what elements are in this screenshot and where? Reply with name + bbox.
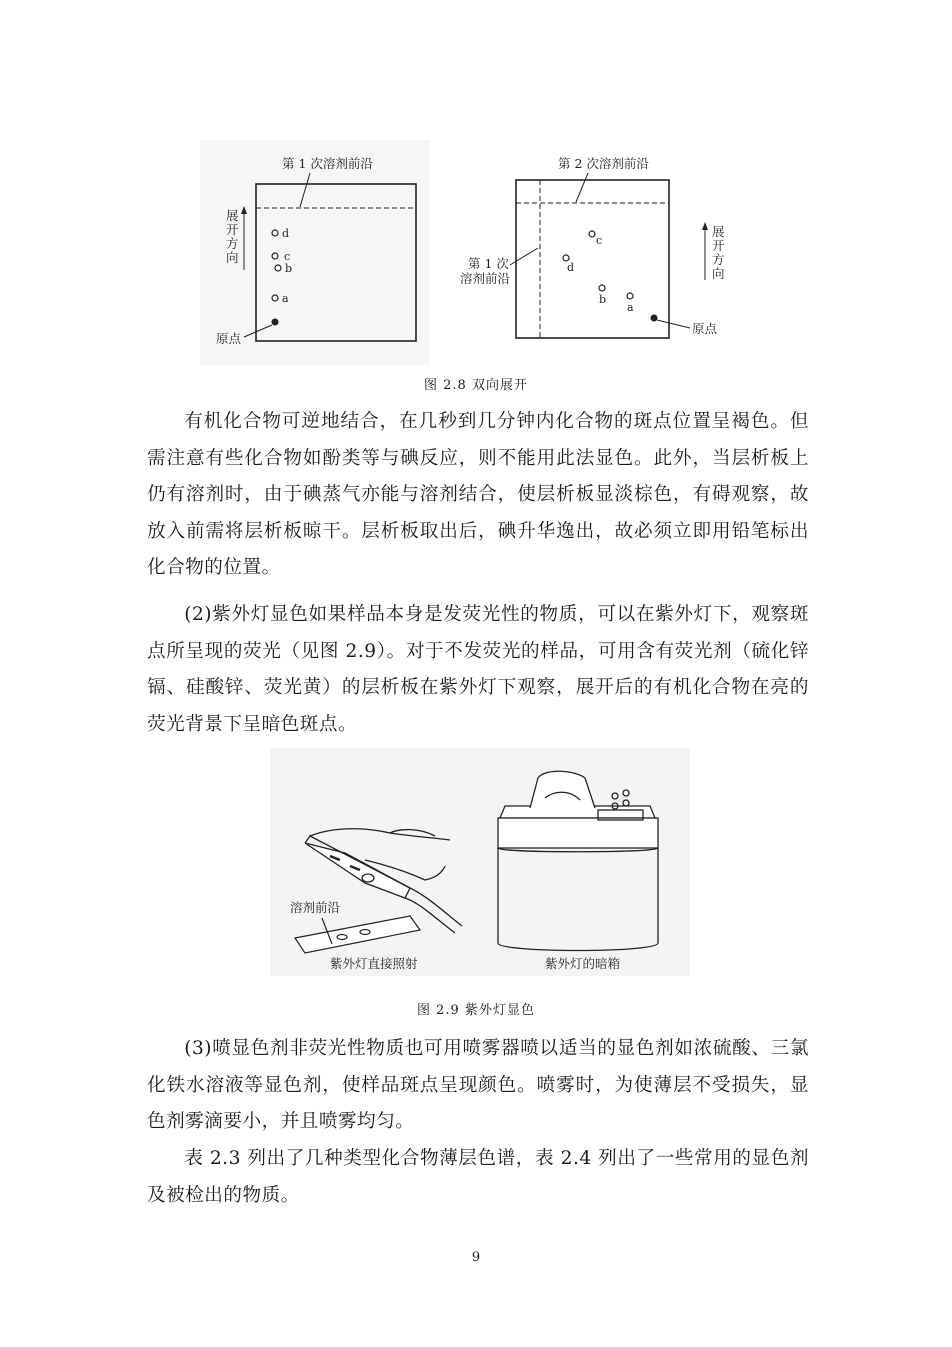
spot-c-right: [589, 231, 595, 237]
direction-label-left: [226, 208, 239, 265]
origin-label-left: 原点: [216, 331, 242, 346]
right-tlc-panel: [460, 156, 725, 338]
figure-2-8: [200, 140, 760, 370]
svg-text:方: 方: [712, 252, 725, 267]
svg-text:展: 展: [712, 224, 725, 239]
svg-text:向: 向: [712, 266, 725, 281]
paragraph-3: (3)喷显色剂非荧光性物质也可用喷雾器喷以适当的显色剂如浓硫酸、三氯化铁水溶液等显色剂，使样品斑点呈现颜色。喷雾时，为使薄层不受损失，显色剂雾滴要小，并且喷雾均匀。: [147, 1038, 809, 1133]
svg-text:向: 向: [226, 250, 239, 265]
svg-text:b: b: [285, 262, 293, 275]
solvent-front-label: 溶剂前沿: [290, 900, 341, 915]
svg-text:开: 开: [226, 222, 239, 237]
svg-text:展: 展: [226, 208, 239, 223]
spot-a-right: [627, 293, 633, 299]
paragraph-4: 表 2.3 列出了几种类型化合物薄层色谱，表 2.4 列出了一些常用的显色剂及被检出的物质。: [147, 1148, 809, 1206]
figure-2-9-caption: 图 2.9 紫外灯显色: [417, 1003, 535, 1018]
page-number: 9: [471, 1250, 481, 1265]
direction-label-right: [712, 224, 725, 281]
spot-b-right: [599, 285, 605, 291]
svg-text:c: c: [284, 250, 291, 263]
dark-box-label: 紫外灯的暗箱: [545, 956, 621, 971]
paragraph-1: 有机化合物可逆地结合，在几秒到几分钟内化合物的斑点位置呈褐色。但需注意有些化合物如酚类等与碘反应，则不能用此法显色。此外，当层析板上仍有溶剂时，由于碘蒸气亦能与溶剂结合，使层析板显淡棕色，有碍观察，故放入前需将层析板晾干。层析板取出后，碘升华逸出，故必须立即用铅笔标出化合物的位置。: [147, 411, 809, 579]
svg-text:a: a: [627, 301, 634, 314]
origin-label-right: 原点: [692, 321, 718, 336]
first-front-label: 第 1 次溶剂前沿: [282, 156, 373, 171]
svg-text:c: c: [596, 234, 603, 247]
svg-text:开: 开: [712, 238, 725, 253]
figure-2-9: [270, 748, 690, 980]
first-front-label-right-1: 第 1 次: [468, 256, 509, 271]
svg-text:d: d: [567, 261, 575, 274]
origin-dot-right: [651, 315, 658, 322]
paragraph-2: (2)紫外灯显色如果样品本身是发荧光性的物质，可以在紫外灯下，观察斑点所呈现的荧光（见图 2.9）。对于不发荧光的样品，可用含有荧光剂（硫化锌镉、硅酸锌、荧光黄）的层析板在紫外灯下观察，展开后的有机化合物在亮的荧光背景下呈暗色斑点。: [147, 604, 809, 735]
second-front-label: 第 2 次溶剂前沿: [558, 156, 649, 171]
figure-2-8-caption: 图 2.8 双向展开: [424, 378, 528, 393]
first-front-label-right-2: 溶剂前沿: [460, 271, 511, 286]
direct-irradiation-label: 紫外灯直接照射: [330, 956, 418, 971]
svg-text:方: 方: [226, 236, 239, 251]
svg-text:b: b: [599, 293, 607, 306]
svg-text:a: a: [282, 292, 289, 305]
svg-text:d: d: [282, 227, 290, 240]
origin-dot-left: [272, 319, 279, 326]
